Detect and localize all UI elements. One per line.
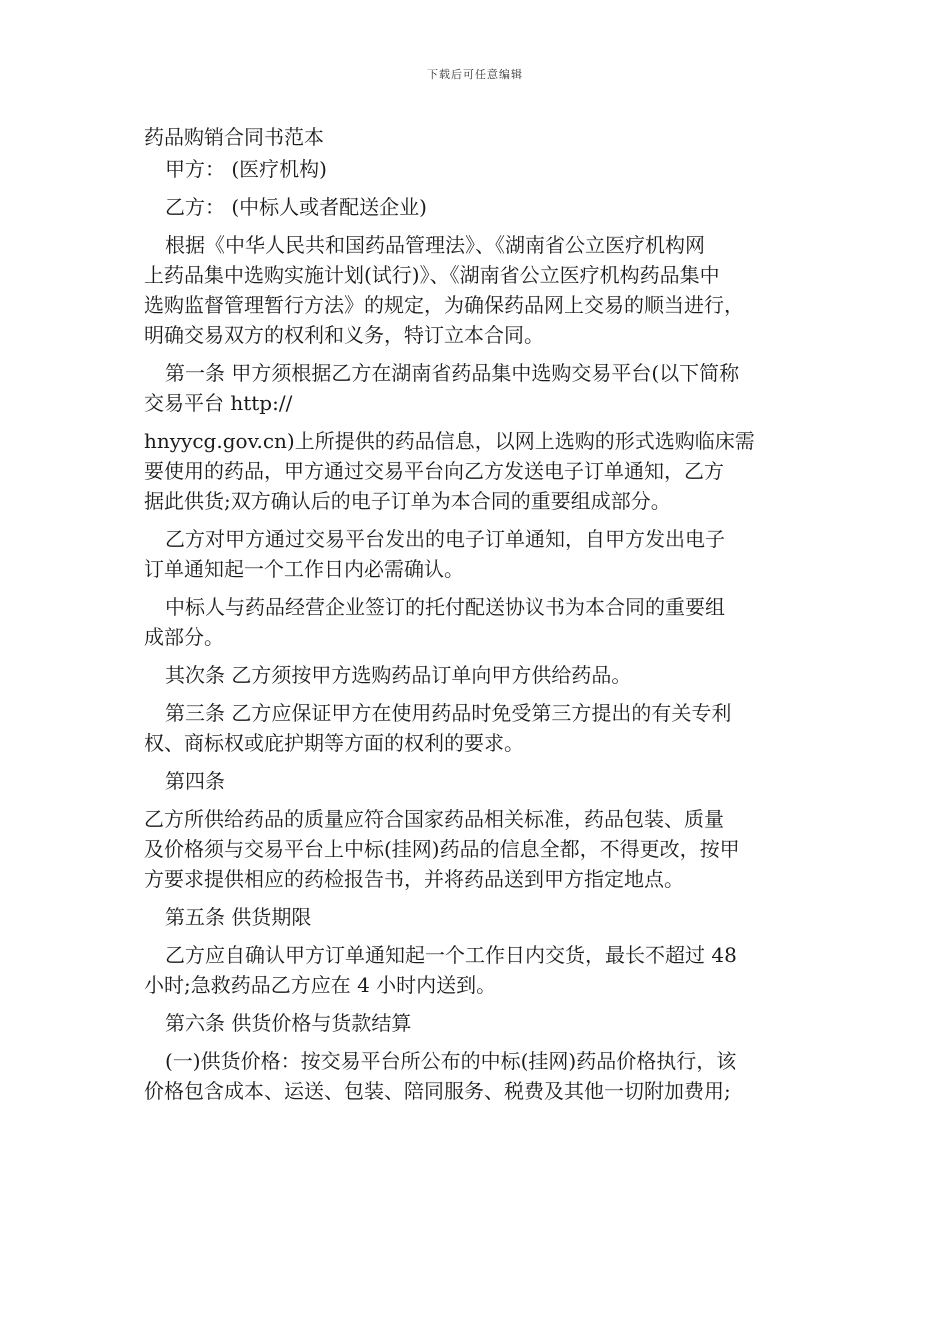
document-body — [144, 122, 810, 1106]
intro-line: 根据《中华人民共和国药品管理法》、《湖南省公立医疗机构网 — [165, 233, 705, 257]
article-1-line: hnyycg.gov.cn)上所提供的药品信息，以网上选购的形式选购临床需 — [144, 429, 755, 453]
article-6-line: 价格包含成本、运送、包装、陪同服务、税费及其他一切附加费用; — [144, 1079, 731, 1103]
article-1-agreement-line: 中标人与药品经营企业签订的托付配送协议书为本合同的重要组 — [165, 595, 725, 619]
intro-paragraph — [144, 230, 810, 350]
article-6-line: (一)供货价格：按交易平台所公布的中标(挂网)药品价格执行，该 — [165, 1049, 737, 1073]
article-5-paragraph — [144, 940, 810, 1000]
article-4-heading: 第四条 — [165, 769, 225, 793]
article-3-line: 第三条 乙方应保证甲方在使用药品时免受第三方提出的有关专利 — [165, 701, 732, 725]
party-b: 乙方： (中标人或者配送企业) — [165, 195, 427, 219]
intro-line: 明确交易双方的权利和义务，特订立本合同。 — [144, 323, 544, 347]
article-1-confirm-line: 乙方对甲方通过交易平台发出的电子订单通知，自甲方发出电子 — [165, 527, 725, 551]
article-3-line: 权、商标权或庇护期等方面的权利的要求。 — [144, 731, 524, 755]
header-note: 下载后可任意编辑 — [427, 68, 523, 81]
party-a: 甲方： (医疗机构) — [165, 157, 327, 181]
article-3-paragraph — [144, 698, 810, 758]
article-1-line: 要使用的药品，甲方通过交易平台向乙方发送电子订单通知，乙方 — [144, 459, 724, 483]
article-6-heading: 第六条 供货价格与货款结算 — [165, 1011, 412, 1035]
document-title: 药品购销合同书范本 — [144, 125, 324, 149]
article-1-confirm-line: 订单通知起一个工作日内必需确认。 — [144, 557, 464, 581]
article-5-line: 小时;急救药品乙方应在 4 小时内送到。 — [144, 973, 497, 997]
article-6-paragraph — [144, 1046, 810, 1106]
article-4-paragraph — [144, 804, 810, 894]
intro-line: 选购监督管理暂行方法》的规定，为确保药品网上交易的顺当进行， — [144, 293, 744, 317]
article-5-line: 乙方应自确认甲方订单通知起一个工作日内交货，最长不超过 48 — [165, 943, 737, 967]
article-4-line: 及价格须与交易平台上中标(挂网)药品的信息全都，不得更改，按甲 — [144, 837, 740, 861]
article-4-line: 方要求提供相应的药检报告书，并将药品送到甲方指定地点。 — [144, 867, 684, 891]
article-1-paragraph — [144, 358, 810, 516]
article-1-line: 据此供货;双方确认后的电子订单为本合同的重要组成部分。 — [144, 489, 671, 513]
article-1-agreement-line: 成部分。 — [144, 625, 224, 649]
article-5-heading: 第五条 供货期限 — [165, 905, 312, 929]
article-2: 其次条 乙方须按甲方选购药品订单向甲方供给药品。 — [165, 663, 632, 687]
article-1-line: 第一条 甲方须根据乙方在湖南省药品集中选购交易平台(以下简称 — [165, 361, 740, 385]
article-1-line: 交易平台 http:// — [144, 391, 293, 415]
intro-line: 上药品集中选购实施计划(试行)》、《湖南省公立医疗机构药品集中 — [144, 263, 720, 287]
article-1-confirm-paragraph — [144, 524, 810, 584]
article-4-line: 乙方所供给药品的质量应符合国家药品相关标准，药品包装、质量 — [144, 807, 724, 831]
article-1-agreement-paragraph — [144, 592, 810, 652]
